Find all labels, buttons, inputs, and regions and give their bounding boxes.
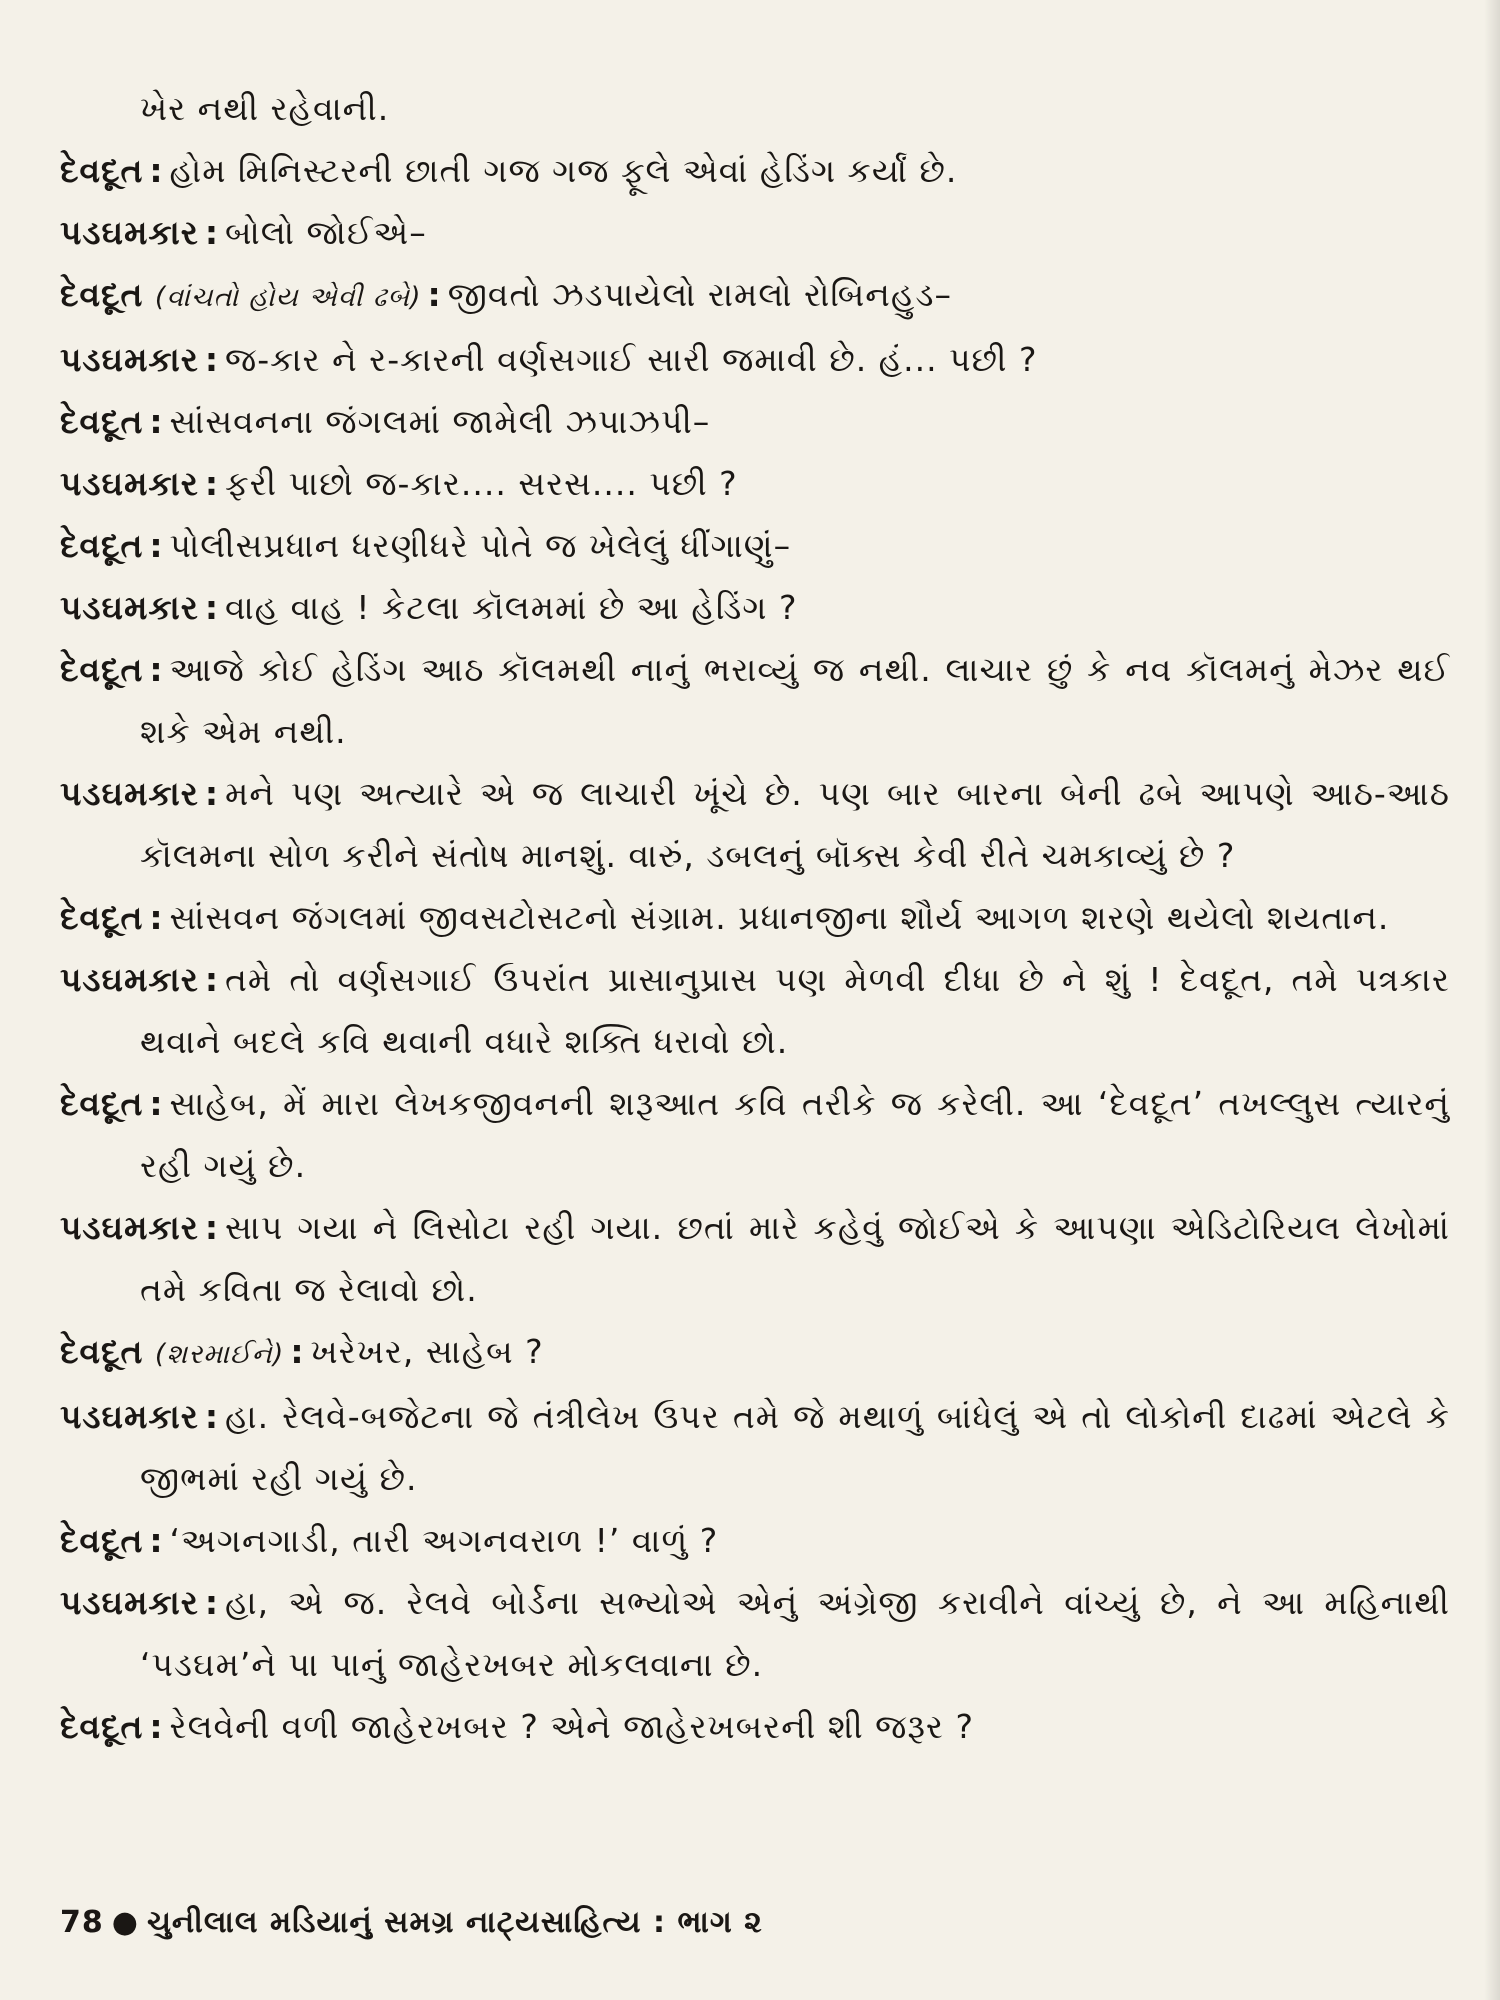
dialogue-text: આજે કોઈ હેડિંગ આઠ કૉલમથી નાનું ભરાવ્યું જ નથી. લાચાર છું કે નવ કૉલમનું મેઝર થઈ શકે એમ નથી. <box>140 650 1450 751</box>
speaker-name: પડઘમકાર <box>60 1397 199 1436</box>
dialogue-text: બોલો જોઈએ– <box>225 213 427 252</box>
speaker-name: દેવદૂત <box>60 1521 144 1560</box>
speaker-separator: : <box>204 1397 220 1436</box>
speaker-name: દેવદૂત <box>60 526 144 565</box>
speaker-name: પડઘમકાર <box>60 1583 199 1622</box>
dialogue-text: પોલીસપ્રધાન ધરણીધરે પોતે જ ખેલેલું ધીંગાણું– <box>169 526 792 565</box>
speaker-separator: : <box>204 588 220 627</box>
speaker-name: પડઘમકાર <box>60 464 199 503</box>
dialogue-text: જ-કાર ને ર-કારની વર્ણસગાઈ સારી જમાવી છે. હં... પછી ? <box>225 340 1038 379</box>
dialogue-text: ‘અગનગાડી, તારી અગનવરાળ !’ વાળું ? <box>169 1521 719 1560</box>
dialogue-text: સાંસવનના જંગલમાં જામેલી ઝપાઝપી– <box>169 402 711 441</box>
dialogue-line <box>60 140 1450 202</box>
dialogue-text: સાપ ગયા ને લિસોટા રહી ગયા. છતાં મારે કહેવું જોઈએ કે આપણા એડિટોરિયલ લેખોમાં તમે કવિતા જ રેલાવો છો. <box>140 1208 1450 1309</box>
speaker-separator: : <box>290 1332 305 1371</box>
dialogue-line <box>60 1696 1450 1758</box>
dialogue-line <box>60 949 1450 1073</box>
speaker-name: પડઘમકાર <box>60 774 199 813</box>
speaker-separator: : <box>204 1208 220 1247</box>
page-number: 78 <box>60 1905 104 1940</box>
dialogue-line <box>60 515 1450 577</box>
dialogue-text: તમે તો વર્ણસગાઈ ઉપરાંત પ્રાસાનુપ્રાસ પણ મેળવી દીધા છે ને શું ! દેવદૂત, તમે પત્રકાર થવાને બદલે કવિ થવાની વધારે શક્તિ ધરાવો છો. <box>140 960 1450 1061</box>
speaker-separator: : <box>149 1707 164 1746</box>
dialogue-line <box>60 1510 1450 1572</box>
dialogue-text: સાંસવન જંગલમાં જીવસટોસટનો સંગ્રામ. પ્રધાનજીના શૌર્ય આગળ શરણે થયેલો શયતાન. <box>169 898 1390 937</box>
dialogue-text: હોમ મિનિસ્ટરની છાતી ગજ ગજ ફૂલે એવાં હેડિંગ કર્યાં છે. <box>169 151 958 190</box>
dialogue-line <box>60 453 1450 515</box>
dialogue-text: ફરી પાછો જ-કાર.... સરસ.... પછી ? <box>225 464 738 503</box>
speaker-name: દેવદૂત <box>60 1084 144 1123</box>
speaker-separator: : <box>204 464 220 503</box>
speaker-separator: : <box>204 213 220 252</box>
dialogue-line <box>60 1321 1450 1386</box>
dialogue-line <box>60 1073 1450 1197</box>
speaker-separator: : <box>204 960 220 999</box>
stage-direction: (શરમાઈને) <box>154 1339 285 1370</box>
dialogue-line <box>60 391 1450 453</box>
dialogue-text: હા, એ જ. રેલવે બોર્ડના સભ્યોએ એનું અંગ્રેજી કરાવીને વાંચ્યું છે, ને આ મહિનાથી ‘પડઘમ’ને પા પાનું જાહેરખબર મોકલવાના છે. <box>140 1583 1450 1684</box>
speaker-name: દેવદૂત <box>60 1332 144 1371</box>
book-title: ચુનીલાલ મડિયાનું સમગ્ર નાટ્યસાહિત્ય : ભાગ ૨ <box>146 1905 763 1940</box>
speaker-name: દેવદૂત <box>60 650 144 689</box>
dialogue-line <box>60 1386 1450 1510</box>
speaker-separator: : <box>149 1521 164 1560</box>
speaker-separator: : <box>149 402 164 441</box>
stage-direction: (વાંચતો હોય એવી ઢબે) <box>154 282 422 313</box>
speaker-separator: : <box>149 526 164 565</box>
dialogue-text: હા. રેલવે-બજેટના જે તંત્રીલેખ ઉપર તમે જે મથાળું બાંધેલું એ તો લોકોની દાઢમાં એટલે કે જીભમાં રહી ગયું છે. <box>140 1397 1450 1498</box>
dialogue-text: વાહ વાહ ! કેટલા કૉલમમાં છે આ હેડિંગ ? <box>225 588 798 627</box>
speaker-name: પડઘમકાર <box>60 588 199 627</box>
speaker-separator: : <box>149 1084 164 1123</box>
speaker-separator: : <box>204 340 220 379</box>
dialogue-text: સાહેબ, મેં મારા લેખકજીવનની શરૂઆત કવિ તરીકે જ કરેલી. આ ‘દેવદૂત’ તખલ્લુસ ત્યારનું રહી ગયું છે. <box>140 1084 1450 1185</box>
dialogue-text: ખરેખર, સાહેબ ? <box>310 1332 544 1371</box>
speaker-separator: : <box>149 151 164 190</box>
speaker-separator: : <box>427 275 442 314</box>
speaker-name: પડઘમકાર <box>60 1208 199 1247</box>
speaker-name: દેવદૂત <box>60 1707 144 1746</box>
dialogue-line <box>60 264 1450 329</box>
dialogue-text: જીવતો ઝડપાયેલો રામલો રોબિનહુડ– <box>447 275 952 314</box>
dialogue-line <box>60 1197 1450 1321</box>
opening-line: ખેર નથી રહેવાની. <box>140 89 390 128</box>
speaker-name: દેવદૂત <box>60 275 144 314</box>
dialogue-line <box>60 887 1450 949</box>
speaker-separator: : <box>149 650 164 689</box>
dialogue-line <box>60 639 1450 763</box>
speaker-name: દેવદૂત <box>60 402 144 441</box>
speaker-name: પડઘમકાર <box>60 340 199 379</box>
page-edge-shadow <box>1484 0 1500 2000</box>
speaker-name: પડઘમકાર <box>60 960 199 999</box>
speaker-separator: : <box>204 774 220 813</box>
dialogue-line <box>60 577 1450 639</box>
page-footer <box>60 1905 763 1940</box>
speaker-separator: : <box>149 898 164 937</box>
dialogue-text: મને પણ અત્યારે એ જ લાચારી ખૂંચે છે. પણ બાર બારના બેની ઢબે આપણે આઠ-આઠ કૉલમના સોળ કરીને સંતોષ માનશું. વારું, ડબલનું બૉક્સ કેવી રીતે ચમકાવ્યું છે ? <box>140 774 1450 875</box>
dialogue-line <box>60 1572 1450 1696</box>
dialogue-line <box>60 329 1450 391</box>
speaker-name: પડઘમકાર <box>60 213 199 252</box>
dialogue-line <box>60 763 1450 887</box>
speaker-separator: : <box>204 1583 220 1622</box>
dialogue-body <box>60 140 1450 1758</box>
speaker-name: દેવદૂત <box>60 898 144 937</box>
speaker-name: દેવદૂત <box>60 151 144 190</box>
dialogue-line <box>60 202 1450 264</box>
dialogue-text: રેલવેની વળી જાહેરખબર ? એને જાહેરખબરની શી જરૂર ? <box>169 1707 974 1746</box>
bullet-icon: ● <box>111 1905 139 1940</box>
